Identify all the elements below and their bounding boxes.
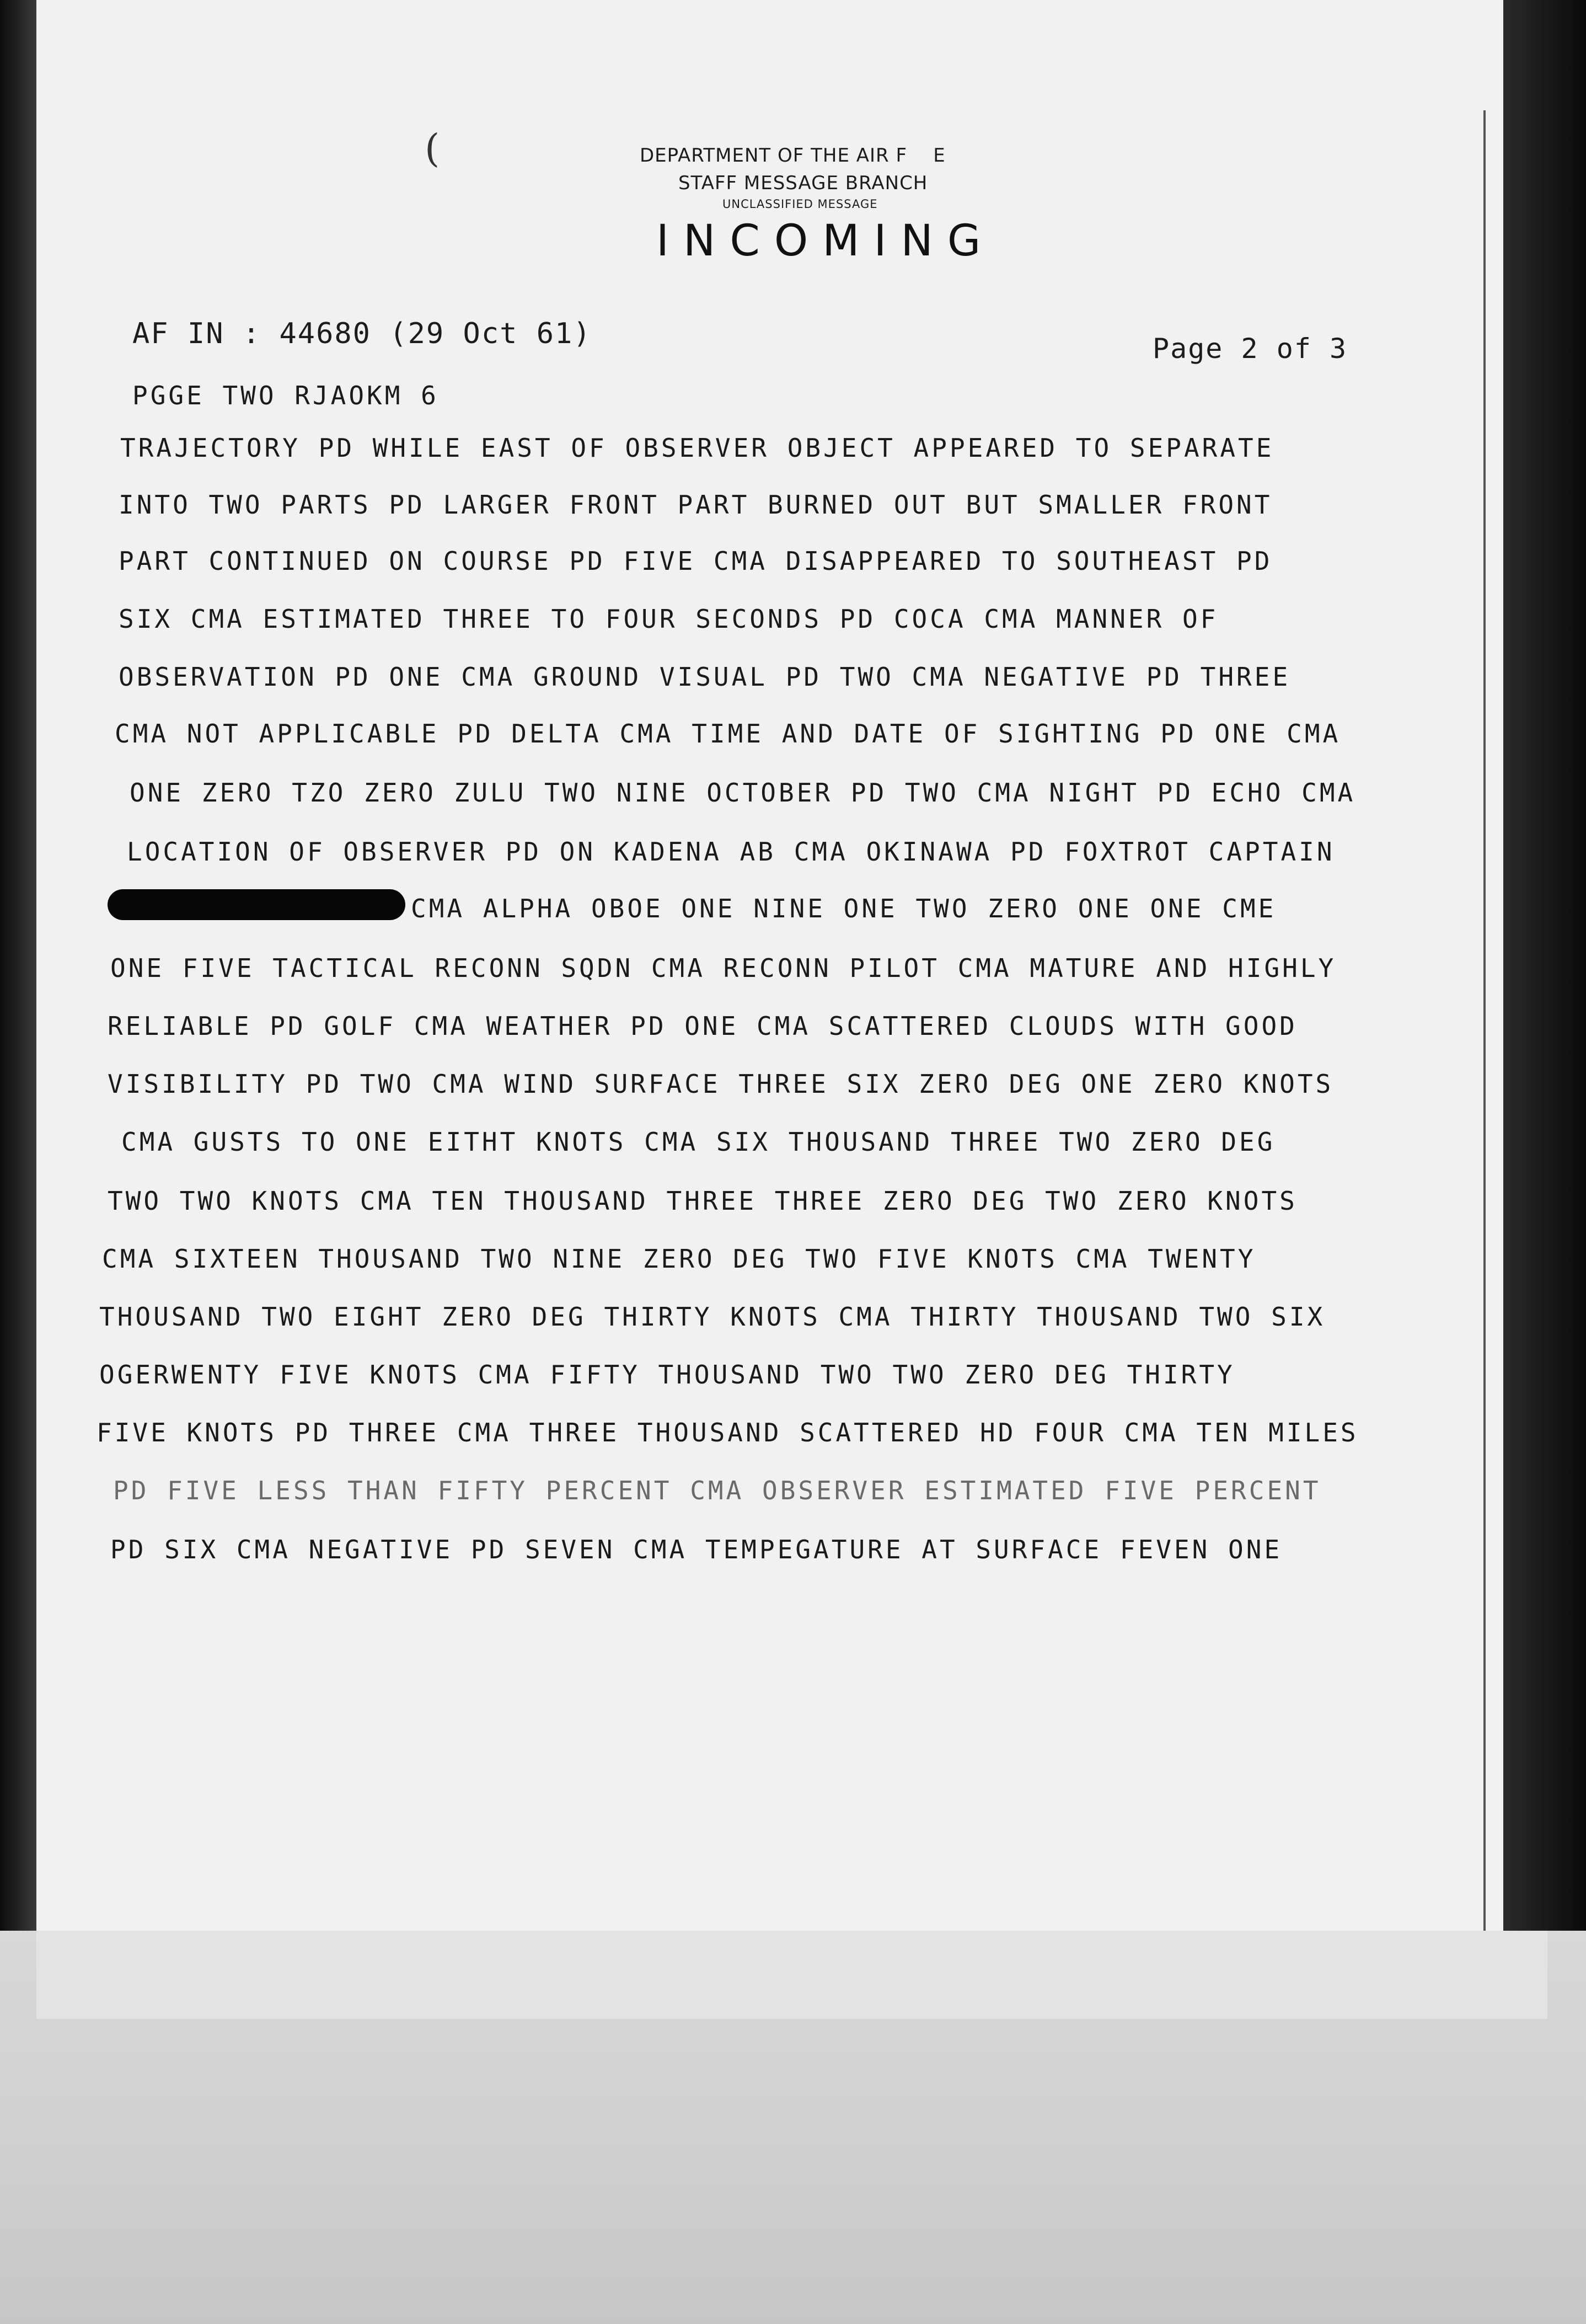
- message-line: INTO TWO PARTS PD LARGER FRONT PART BURNED OUT BUT SMALLER FRONT: [119, 490, 1273, 520]
- message-line: RELIABLE PD GOLF CMA WEATHER PD ONE CMA SCATTERED CLOUDS WITH GOOD: [108, 1011, 1298, 1041]
- redaction-mark: [108, 889, 405, 920]
- message-line: LOCATION OF OBSERVER PD ON KADENA AB CMA OKINAWA PD FOXTROT CAPTAIN: [127, 837, 1335, 867]
- sheet-right-edge: [1483, 110, 1486, 1931]
- classification-line: UNCLASSIFIED MESSAGE: [722, 197, 878, 211]
- message-line: THOUSAND TWO EIGHT ZERO DEG THIRTY KNOTS CMA THIRTY THOUSAND TWO SIX: [99, 1302, 1326, 1332]
- message-line: TWO TWO KNOTS CMA TEN THOUSAND THREE THREE ZERO DEG TWO ZERO KNOTS: [108, 1186, 1298, 1216]
- film-edge-left: [0, 0, 36, 1931]
- message-line: CMA ALPHA OBOE ONE NINE ONE TWO ZERO ONE ONE CME: [411, 894, 1277, 923]
- message-line: TRAJECTORY PD WHILE EAST OF OBSERVER OBJECT APPEARED TO SEPARATE: [120, 433, 1274, 463]
- message-header: [596, 145, 1037, 266]
- message-line: CMA NOT APPLICABLE PD DELTA CMA TIME AND DATE OF SIGHTING PD ONE CMA: [115, 719, 1341, 749]
- message-line: CMA SIXTEEN THOUSAND TWO NINE ZERO DEG TWO FIVE KNOTS CMA TWENTY: [102, 1244, 1256, 1274]
- message-line: VISIBILITY PD TWO CMA WIND SURFACE THREE SIX ZERO DEG ONE ZERO KNOTS: [108, 1069, 1334, 1099]
- message-line: PD SIX CMA NEGATIVE PD SEVEN CMA TEMPEGATURE AT SURFACE FEVEN ONE: [110, 1535, 1283, 1564]
- message-line: OGERWENTY FIVE KNOTS CMA FIFTY THOUSAND TWO TWO ZERO DEG THIRTY: [99, 1360, 1235, 1390]
- underlying-sheet-edge: [36, 1931, 1547, 2019]
- message-line: ONE FIVE TACTICAL RECONN SQDN CMA RECONN PILOT CMA MATURE AND HIGHLY: [110, 953, 1337, 983]
- message-line: PD FIVE LESS THAN FIFTY PERCENT CMA OBSERVER ESTIMATED FIVE PERCENT: [113, 1476, 1321, 1505]
- message-line: FIVE KNOTS PD THREE CMA THREE THOUSAND SCATTERED HD FOUR CMA TEN MILES: [97, 1418, 1359, 1447]
- branch-line: STAFF MESSAGE BRANCH: [678, 172, 928, 194]
- message-line: CMA GUSTS TO ONE EITHT KNOTS CMA SIX THOUSAND THREE TWO ZERO DEG: [121, 1127, 1276, 1157]
- message-line: PART CONTINUED ON COURSE PD FIVE CMA DISAPPEARED TO SOUTHEAST PD: [119, 546, 1273, 576]
- margin-mark: (: [425, 126, 440, 171]
- message-line: ONE ZERO TZO ZERO ZULU TWO NINE OCTOBER PD TWO CMA NIGHT PD ECHO CMA: [130, 778, 1356, 808]
- incoming-title: INCOMING: [656, 216, 995, 266]
- film-edge-right: [1503, 0, 1586, 1931]
- message-line: PGGE TWO RJAOKM 6: [132, 381, 439, 410]
- page-number: Page 2 of 3: [1153, 333, 1348, 365]
- af-in-number: AF IN : 44680 (29 Oct 61): [132, 317, 592, 350]
- department-line: DEPARTMENT OF THE AIR F E: [640, 145, 946, 167]
- message-line: OBSERVATION PD ONE CMA GROUND VISUAL PD TWO CMA NEGATIVE PD THREE: [119, 662, 1291, 692]
- message-line: SIX CMA ESTIMATED THREE TO FOUR SECONDS PD COCA CMA MANNER OF: [119, 604, 1219, 634]
